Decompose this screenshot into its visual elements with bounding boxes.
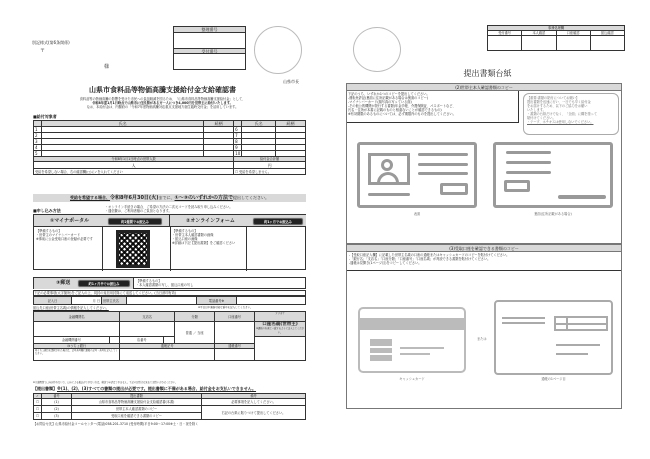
household-count-field[interactable]: 人 <box>34 162 234 169</box>
method1-badge: 約2週間でお振込み <box>108 218 162 225</box>
seal-circle-right <box>353 27 401 72</box>
recipients-table: 氏名 続柄 氏名 続柄 1 6 2 7 3 8 4 9 5 10 令和8年1月1日時点の世帯人数 給付金合計額 人 円 受給を希望しない場合、右の確認欄(□)に✓を入れてください ☐ 受給を希望しません。 <box>33 120 306 175</box>
document-checkbox[interactable]: ☐ <box>34 413 42 420</box>
method1-qr-code-icon[interactable] <box>116 230 150 268</box>
phone-note: ※平日日中連絡可能な番号を記入してください。 <box>198 306 253 309</box>
back-label: 裏面(住所記載がある場合) <box>534 212 572 216</box>
seal-circle <box>254 26 302 74</box>
householder-name-field[interactable] <box>127 297 197 305</box>
date-field[interactable]: 月 日 <box>72 297 102 305</box>
total-amount-field[interactable]: 円 <box>234 162 306 169</box>
or-label: または <box>477 337 487 341</box>
uketsuke-number-label: 受付番号 <box>174 48 245 54</box>
section3-header: (3)受取口座を確認できる書類のコピー <box>347 245 621 252</box>
section2-header: (2)世帯主本人確認書類のコピー <box>347 84 621 91</box>
uketsuke-number-field[interactable] <box>174 54 245 69</box>
passbook-label: 通帳の1ページ目 <box>541 377 566 381</box>
office-use-table: 事務処理欄 受付番号 本人確認 口座確認 振込確認 <box>487 25 625 51</box>
recipients-heading: ■給付対象者 <box>33 114 57 119</box>
apply-heading: ■申し込み方法 <box>33 208 61 213</box>
document-checkbox[interactable]: ☐ <box>34 399 42 406</box>
bank-account-table: 金融機関名 支店名 分類 口座番号 フリガナ 普通 ／ 当座 口座名義(世帯主) ※通帳の名義と一致するように記入してください。 金融機関番号 店番号 ゆうちょ銀行 通帳記号 通帳番号 ゆうちょ銀行を選択された場合は、記号番号欄に通帳の記号・番号を記入してください。 <box>33 311 306 361</box>
method2-prep: 【準備するもの】 ・世帯主本人確認書類の画像 ・振込口座の画像 ※詳細は下記【提出書類】をご確認ください <box>172 229 236 245</box>
method3-badge: 約1ヶ月半でお振込み <box>78 280 130 287</box>
cash-card-label: キャッシュカード <box>399 377 425 381</box>
bank-name-field[interactable] <box>34 322 120 337</box>
section3-box <box>346 244 622 409</box>
seiri-number-label: 整理番号 <box>174 27 245 33</box>
household-count-label: 令和8年1月1日時点の世帯人数 <box>34 157 234 162</box>
recipient-row: 3 8 <box>34 139 306 145</box>
apply-notes: ・オンライン手続きの場合、ご希望の方法の二次元コードを読み取り申し込みください。 ・通信費は、ご利用者様のご負担となります。 <box>105 205 233 213</box>
method1-prep: 【準備するもの】 ・世帯主のマイナンバーカード ※事前に公金受取口座の登録が必要です <box>36 229 93 241</box>
document-row: ☐ (3) 受取口座を確認できる書類のコピー <box>34 413 306 420</box>
honorific: 様 <box>104 64 110 70</box>
method2-title: ②オンラインフォーム <box>186 218 235 224</box>
deadline-banner: 受給を希望する場合、令和8年6月30日(火)までに、①〜③のいずれかの方法で提出してください。 <box>33 194 306 202</box>
method2-badge: 約1ヶ月でお振込み <box>253 218 303 225</box>
bank-footnote: ※金融機関で口座が作れない等、口座による振込ができない方は、郵送で申請はできません。下記のお問合せ先までお問い合わせください。 <box>33 381 178 384</box>
passbook-page-icon <box>494 300 613 375</box>
section3-instructions: -【受取口座記入欄】に記載した世帯主名義の口座の通帳またはキャッシュカードのコピーを貼付けてください。 -「銀行名」「支店名」「口座分類」「口座番号」「口座名義」が判読できる書類を貼付けてください。 -通帳は見開き(1ページ目)をコピーしてください。 <box>347 252 621 271</box>
decline-checkbox[interactable]: ☐ 受給を希望しません。 <box>234 169 306 175</box>
account-type-field[interactable]: 普通 ／ 当座 <box>175 322 215 344</box>
method3-prep: 【準備するもの】 ・本人確認書類の写し、振込口座の写し <box>136 279 194 287</box>
mayor-label: 山県市長 <box>283 79 299 84</box>
bank-code-field[interactable] <box>109 337 120 344</box>
yucho-number-field[interactable] <box>215 349 255 361</box>
recipient-row: 2 7 <box>34 133 306 139</box>
mail-method-box <box>33 277 306 289</box>
decline-note: 受給を希望しない場合、右の確認欄(□)に✓を入れてください <box>34 169 234 175</box>
intro-text: 食料品等の物価高騰の影響を受けた市民への負担軽減を図るため、「山県市食料品等物価高騰支援給付金」として、 令和8年度1月1日時点で山県市に住民票がある方一人につき4,000円を世帯主に給付いたします。 なお、本給付金は、内閣府の「令和7年度物価高騰対応重点支援地方創生臨時交付金」を活用しています。 <box>79 97 246 109</box>
admin-number-boxes <box>173 26 246 70</box>
recipient-row: 5 10 <box>34 151 306 157</box>
form-reference: 別記様式(第6条関係) <box>32 40 70 45</box>
phone-field[interactable] <box>237 297 306 305</box>
document-row: ☐ (2) 世帯主本人確認書類のコピー 右記の台紙に貼りつけて提出してください。 <box>34 406 306 413</box>
postal-mark: 〒 <box>40 48 46 54</box>
documents-table: ✓ 番号 提出書類 備考 ☐ (1) 山県市食料品等物価高騰支援給付金支給確認書(本書) 必要事項を記入してください。 ☐ (2) 世帯主本人確認書類のコピー 右記の台紙に貼りつけて提出してください。 ☐ (3) 受取口座を確認できる書類のコピー <box>33 393 306 420</box>
method3-title: ③郵送 <box>56 280 71 286</box>
bank-form-instruction: 下記の必要事項(太字箇所)をご記入の上、同封の返信用封筒にて返送してください。(当日消印有効) <box>33 290 306 296</box>
account-number-field[interactable] <box>215 322 255 344</box>
account-holder-label: 口座名義(世帯主) ※通帳の名義と一致するように記入してください。 <box>255 322 306 337</box>
recipient-row: 4 9 <box>34 145 306 151</box>
document-title: 山県市食料品等物価高騰支援給付金支給確認書 <box>89 86 236 94</box>
front-label: 表面 <box>413 212 421 216</box>
id-card-front-icon <box>357 142 477 208</box>
submission-sheet-title: 提出書類台紙 <box>463 69 512 78</box>
total-amount-label: 給付金合計額 <box>234 157 306 162</box>
callout-bubble: 【重要:書類の貼付についてお願い】 提出書類を迅速に行い、一日でも早く給付金 をお届けするため、以下のご協力をお願い いたします。 ・書類の台紙だけでなく、「全面」に糊を塗って 貼付けてください。 ・テープ、ホチキスは使用しないでください。 <box>523 93 619 135</box>
branch-name-field[interactable] <box>120 322 175 337</box>
document-row: ☐ (1) 山県市食料品等物価高騰支援給付金支給確認書(本書) 必要事項を記入してください。 <box>34 399 306 406</box>
recipient-row: 1 6 <box>34 127 306 133</box>
account-holder-field[interactable] <box>255 337 306 361</box>
section2-box <box>346 83 622 244</box>
document-checkbox[interactable]: ☐ <box>34 406 42 413</box>
account-instruction: 振込先口座(世帯主名義)の情報を記入してください。 <box>33 306 109 310</box>
yucho-symbol-field[interactable] <box>120 349 215 361</box>
section2-instructions: 下記のうち、いずれか1つのコピーを提出してください。 -運転免許証(裏面に住所記載がある場合は裏面のコピー) -マイナンバーカード(顔写真の写っている面) -その他公的機関が発行する書類(年金手帳、介護保険証、パスポートなど、 氏名・住所が本書に記載のものと相違ないことが確認できるもの) ※有効期限のあるものについては、必ず期限内のものを提出してください。 <box>347 91 519 123</box>
branch-code-field[interactable] <box>164 337 175 344</box>
online-methods-box <box>33 214 306 270</box>
applicant-info-table: 記入日 月 日 世帯主氏名 電話番号※ <box>33 296 306 305</box>
method1-title: ①マイナポータル <box>50 218 90 224</box>
seiri-number-field[interactable] <box>174 33 245 48</box>
documents-heading: 【提出書類】※(1)、(2)、(3)すべての書類の提出が必要です。提出書類に不備がある場合、給付金をお支払いできません。 <box>33 386 257 391</box>
cash-card-icon <box>358 307 466 373</box>
contact-info: 【お問合せ先】山県市給付金コールセンター(電話)058-201-3710 (受付時間)平日9:00〜17:00※土・日・祝を除く <box>33 422 199 426</box>
id-card-back-icon <box>493 142 613 208</box>
